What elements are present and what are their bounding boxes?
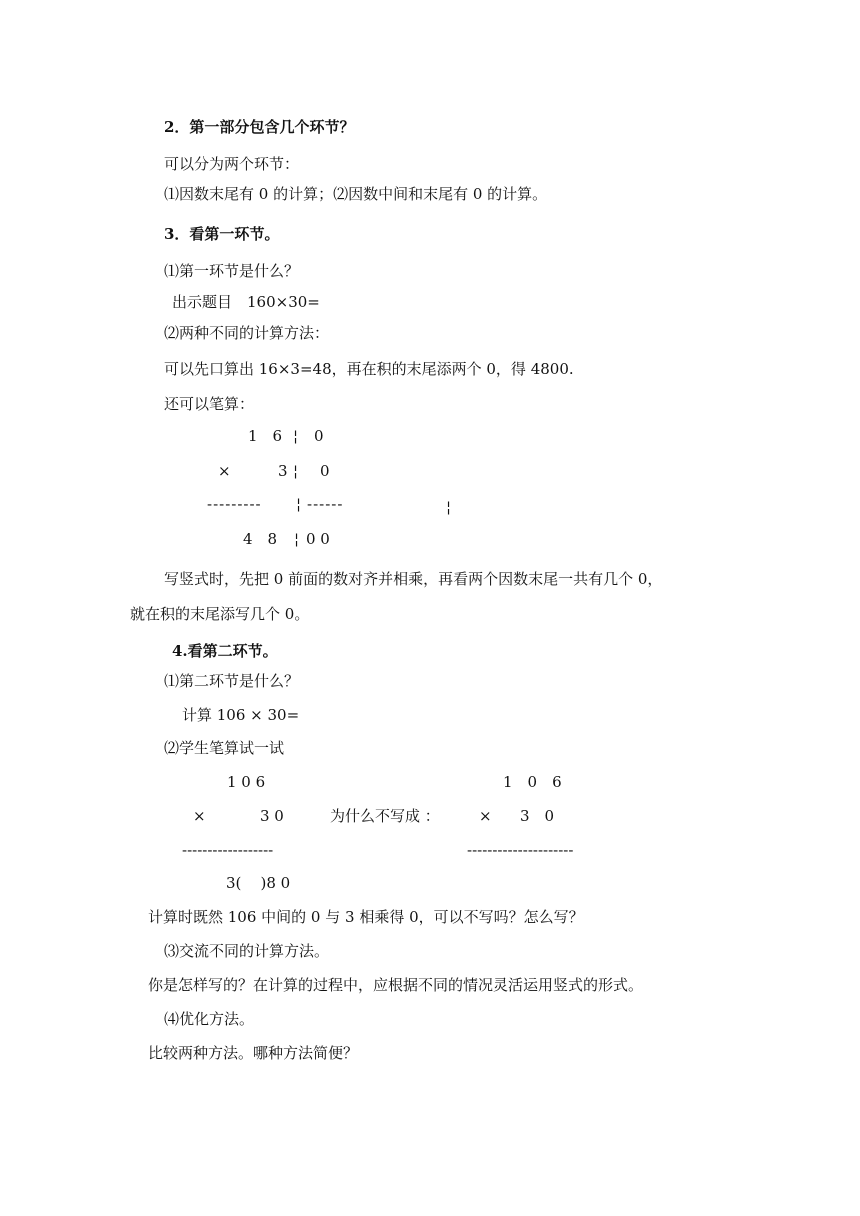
calc2-rule: ------------------ [182, 841, 274, 859]
section-3-method-2: 还可以笔算： [164, 395, 255, 413]
calc1-row1-digits: 1 6 [248, 427, 283, 445]
section-3-note-line-2: 就在积的末尾添写几个 0。 [130, 605, 310, 623]
calc1-rule-left: --------- [207, 495, 262, 513]
why-not-written-label: 为什么不写成 ： [330, 807, 440, 825]
calc1-separator: ¦ [296, 495, 302, 513]
calc1-row1-zero: 0 [314, 427, 324, 445]
section-3-method-1: 可以先口算出 16×3=48，再在积的末尾添两个 0，得 4800. [164, 360, 574, 378]
calc2-row2: 3 0 [260, 807, 284, 825]
section-4-calc-line: 计算 106 × 30= [182, 706, 300, 724]
calc1-stray-separator: ¦ [446, 498, 452, 516]
calc1-rule-right: ------ [307, 495, 344, 513]
section-4-question-3: ⑶交流不同的计算方法。 [164, 942, 330, 960]
calc2-row1: 1 0 6 [227, 773, 266, 791]
section-2-items: ⑴因数末尾有 0 的计算；⑵因数中间和末尾有 0 的计算。 [164, 185, 548, 203]
section-4-question-4: ⑷优化方法。 [164, 1010, 255, 1028]
section-4-paragraph-2: 你是怎样写的？在计算的过程中，应根据不同的情况灵活运用竖式的形式。 [148, 976, 644, 994]
calc1-row2-zero: 0 [320, 462, 330, 480]
calc1-row2-digit: 3 [278, 462, 288, 480]
calc3-multiply-sign: × [479, 807, 492, 825]
section-3-note-line-1: 写竖式时，先把 0 前面的数对齐并相乘，再看两个因数末尾一共有几个 0， [164, 570, 663, 588]
calc1-separator: ¦ [294, 530, 300, 548]
calc3-row2: 3 0 [520, 807, 555, 825]
section-3-heading: 3．看第一环节。 [164, 225, 280, 243]
section-3-question-2: ⑵两种不同的计算方法： [164, 324, 330, 342]
section-4-paragraph-1: 计算时既然 106 中间的 0 与 3 相乘得 0，可以不写吗？怎么写？ [148, 908, 584, 926]
calc1-separator: ¦ [293, 462, 299, 480]
section-4-question-2: ⑵学生笔算试一试 [164, 739, 285, 757]
calc1-result-zeros: 0 0 [306, 530, 330, 548]
calc1-multiply-sign: × [218, 462, 231, 480]
section-2-answer: 可以分为两个环节： [164, 155, 300, 173]
calc3-rule: --------------------- [467, 841, 574, 859]
section-3-question-1: ⑴第一环节是什么？ [164, 262, 300, 280]
section-4-question-1: ⑴第二环节是什么？ [164, 672, 300, 690]
calc3-row1: 1 0 6 [503, 773, 562, 791]
calc2-result: 3( )8 0 [226, 874, 291, 892]
section-4-paragraph-3: 比较两种方法。哪种方法简便？ [148, 1044, 359, 1062]
section-4-heading: 4.看第二环节。 [172, 642, 278, 660]
section-3-show-problem: 出示题目 160×30= [172, 293, 320, 311]
calc1-separator: ¦ [293, 427, 299, 445]
calc1-result-digits: 4 8 [243, 530, 278, 548]
section-2-heading: 2．第一部分包含几个环节？ [164, 118, 355, 136]
calc2-multiply-sign: × [193, 807, 206, 825]
